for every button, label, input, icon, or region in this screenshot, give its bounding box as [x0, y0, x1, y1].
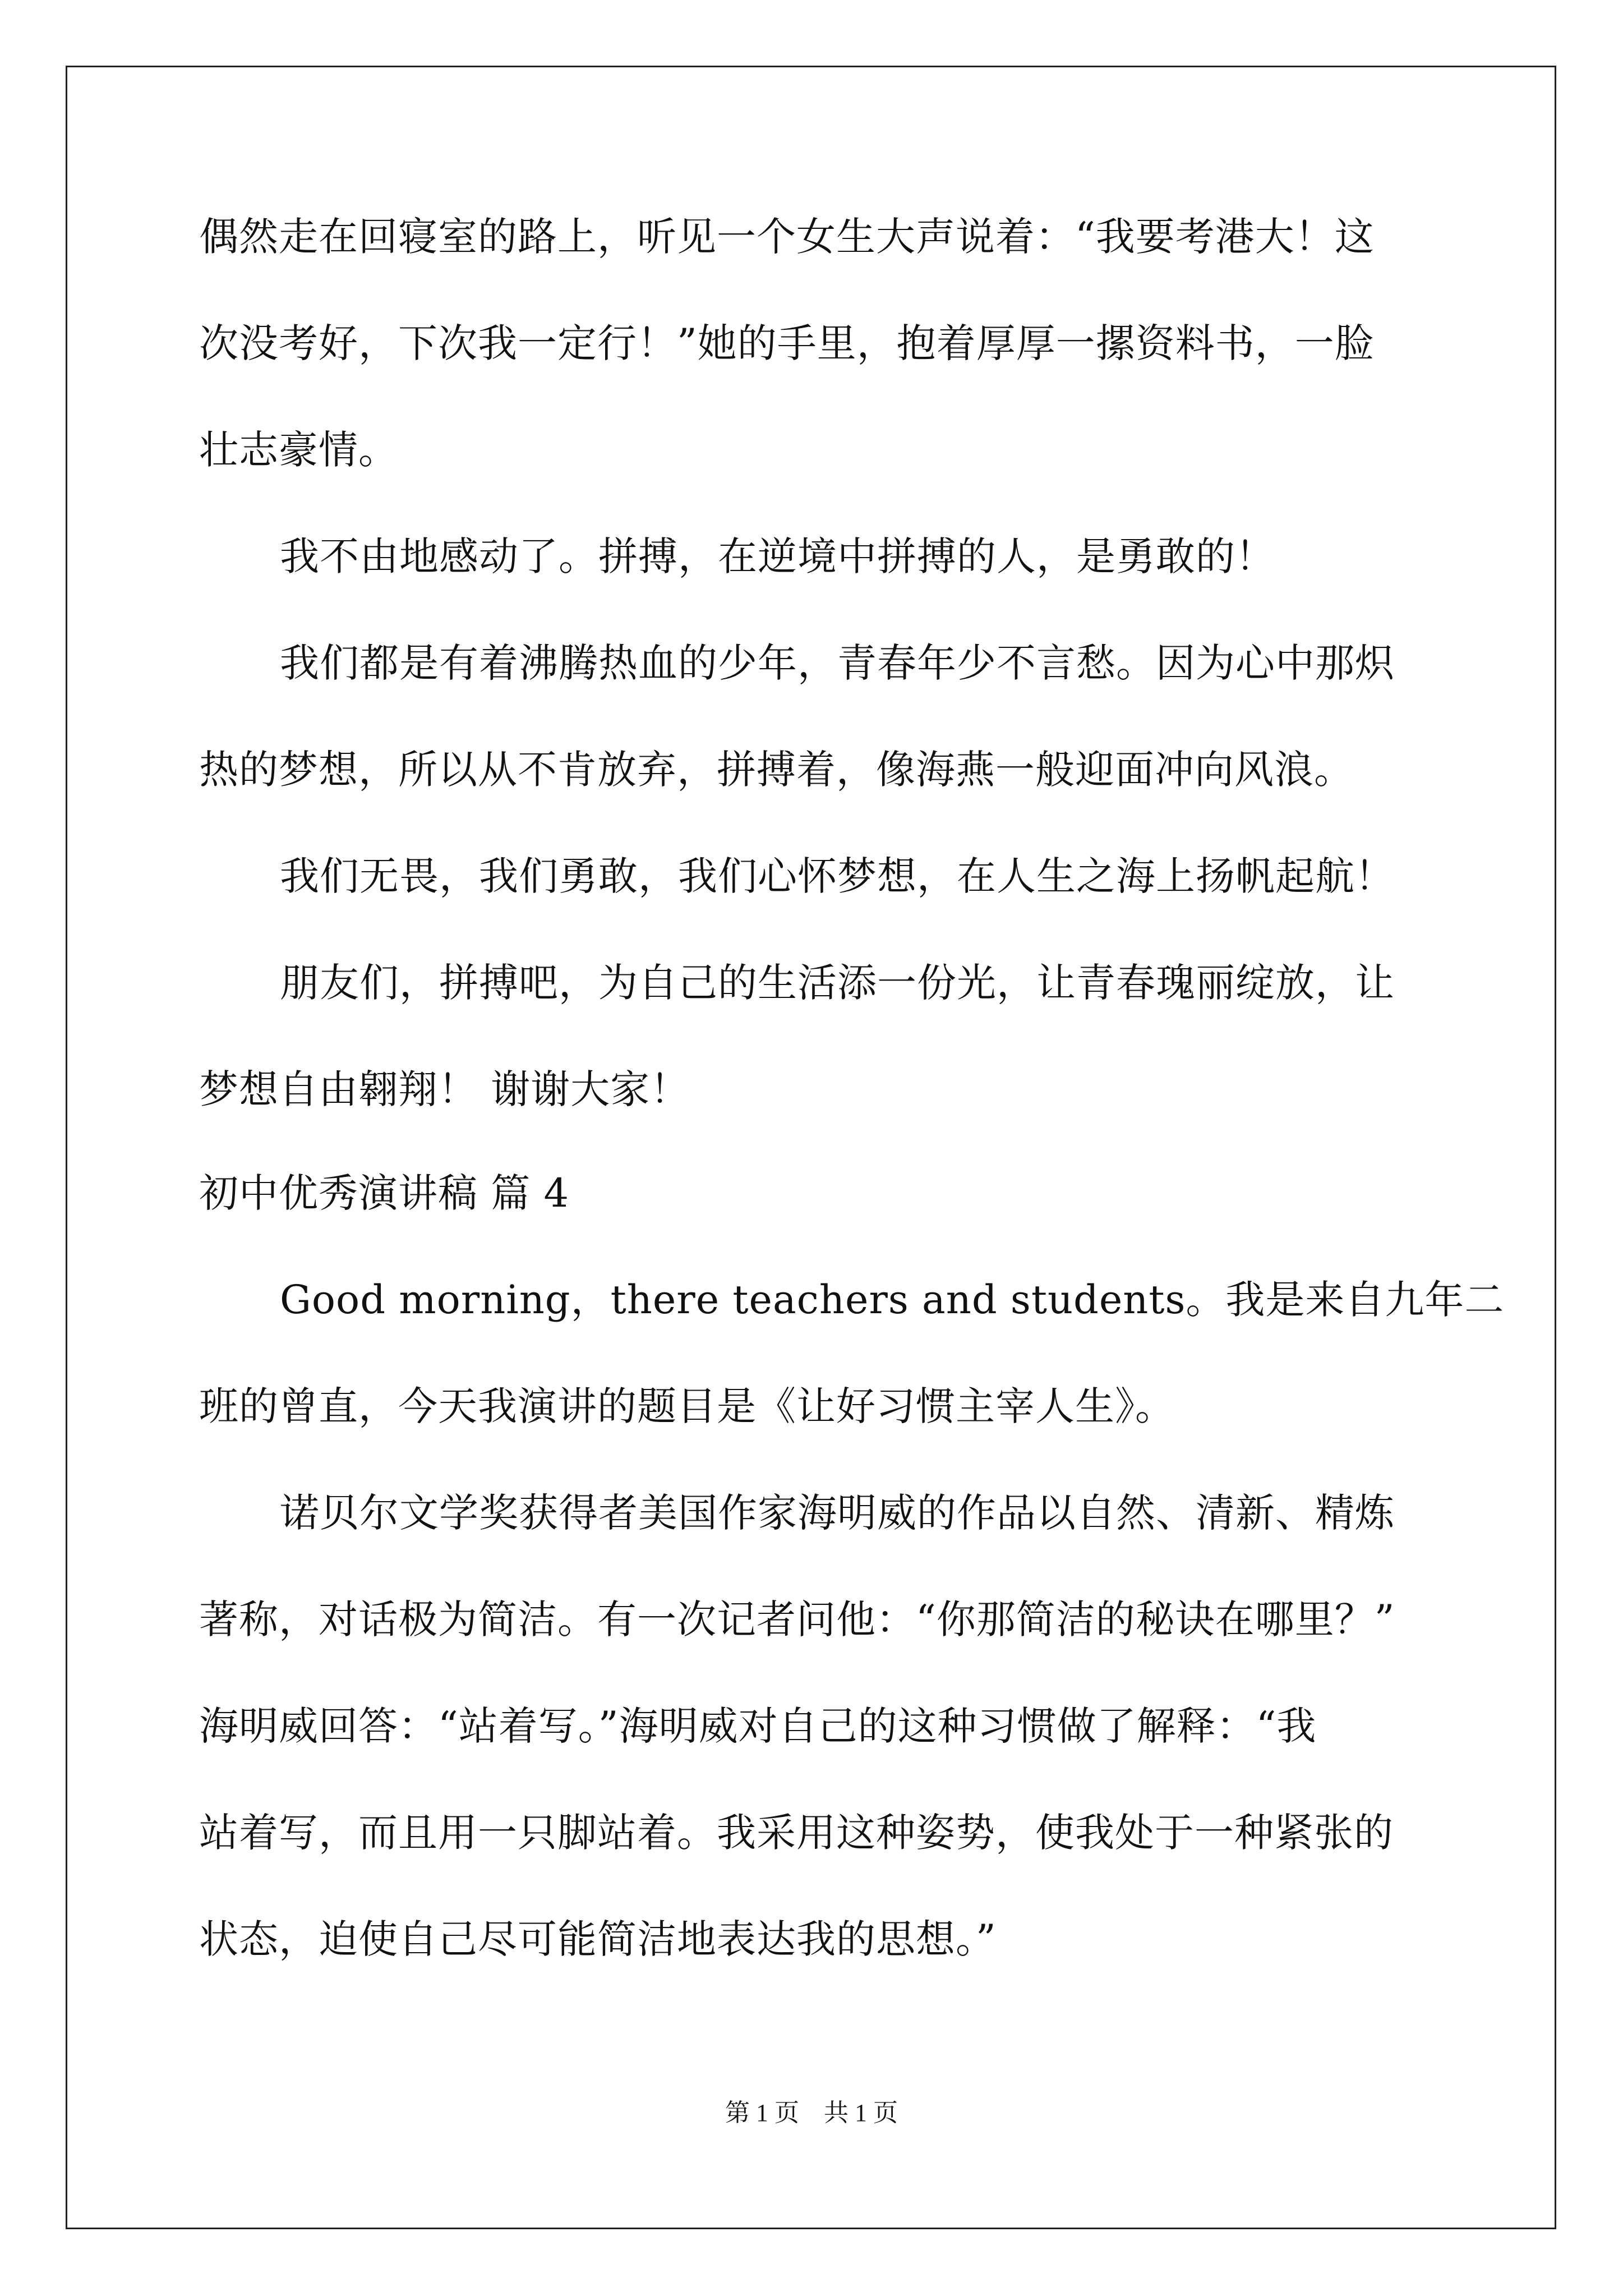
- paragraph-line: 海明威回答：“站着写。”海明威对自己的这种习惯做了解释：“我: [199, 1703, 1317, 1749]
- paragraph-line: Good morning，there teachers and students。我是来自九年二: [280, 1277, 1505, 1323]
- paragraph-line: 次没考好，下次我一定行！”她的手里，抱着厚厚一摞资料书，一脸: [199, 320, 1375, 366]
- paragraph-line: 朋友们，拼搏吧，为自己的生活添一份光，让青春瑰丽绽放，让: [280, 960, 1395, 1006]
- paragraph-line: 梦想自由翱翔！ 谢谢大家！: [199, 1066, 690, 1112]
- paragraph-line: 班的曾直，今天我演讲的题目是《让好习惯主宰人生》。: [199, 1383, 1175, 1429]
- paragraph-line: 我们都是有着沸腾热血的少年，青春年少不言愁。因为心中那炽: [280, 640, 1395, 686]
- paragraph-line: 我们无畏，我们勇敢，我们心怀梦想，在人生之海上扬帆起航！: [280, 853, 1395, 899]
- paragraph-line: 我不由地感动了。拼搏，在逆境中拼搏的人，是勇敢的！: [280, 533, 1275, 579]
- paragraph-line: 站着写，而且用一只脚站着。我采用这种姿势，使我处于一种紧张的: [199, 1810, 1394, 1856]
- paragraph-line: 壮志豪情。: [199, 427, 398, 473]
- paragraph-line: 著称，对话极为简洁。有一次记者问他：“你那简洁的秘诀在哪里？”: [199, 1596, 1395, 1642]
- paragraph-line: 偶然走在回寝室的路上，听见一个女生大声说着：“我要考港大！这: [199, 214, 1375, 260]
- paragraph-line: 诺贝尔文学奖获得者美国作家海明威的作品以自然、清新、精炼: [280, 1490, 1395, 1536]
- paragraph-line: 热的梦想，所以从不肯放弃，拼搏着，像海燕一般迎面冲向风浪。: [199, 747, 1354, 793]
- page-number-footer: 第 1 页 共 1 页: [725, 2099, 898, 2127]
- page-border: [66, 66, 1556, 2229]
- paragraph-line: 状态，迫使自己尽可能简洁地表达我的思想。”: [199, 1916, 997, 1962]
- section-heading: 初中优秀演讲稿 篇 4: [199, 1170, 570, 1216]
